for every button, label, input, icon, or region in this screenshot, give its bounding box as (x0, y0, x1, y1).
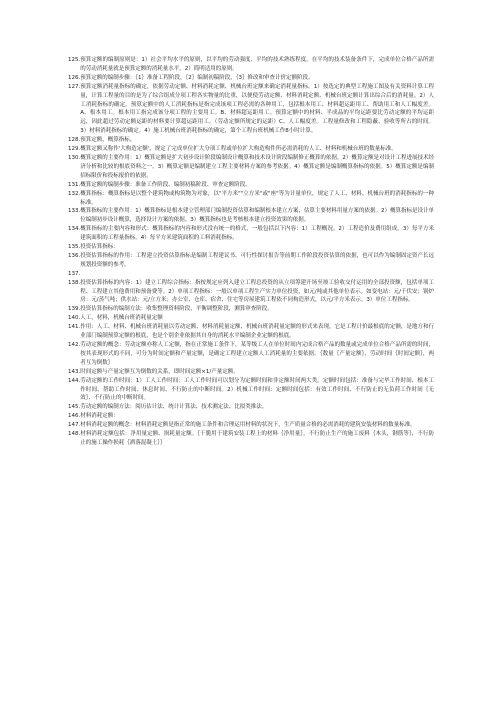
list-item (68, 377, 434, 404)
item-text: 时间定额与产量定额互为倒数的关系，即时间定额×1/产量定额。 (80, 368, 239, 375)
item-number: 135. (68, 244, 81, 251)
item-text: 概算指标的主要作用：1）概算指标是根本建立管理部门编制投资估算和编制根本建立方案，估算主要材料用量方案的依据。2）概算指标是设计单位编制初步设计概算，选择设计方案的依据。3）概算指标也是考核根本建立投资效果的依据。 (80, 208, 434, 224)
list-item (68, 56, 434, 74)
list-item (68, 314, 434, 323)
list-item (68, 225, 434, 243)
item-number: 134. (68, 226, 81, 233)
item-text: 劳动定额的编制方法：阅历估计法、统计计算法、技术测定法、比拟类推法。 (80, 404, 268, 411)
list-item (68, 421, 434, 430)
list-item (68, 145, 434, 154)
list-item (68, 412, 434, 421)
list-item (68, 190, 434, 208)
item-number: 140. (68, 315, 81, 322)
item-number: 129. (68, 146, 81, 153)
item-number: 148. (68, 431, 81, 438)
list-item (68, 430, 434, 448)
item-text: 概算定额又称作'大构造定额'，规定了完成单位扩大分项工程或单位扩大构造构件所必需消耗的人工、材料和机械台班的数量标准。 (80, 146, 397, 153)
item-text: 预算定额的编制步骤：｛1｝准备工程阶段，｛2｝编制初稿阶段，｛3｝修改和审查计价定额阶段。 (80, 74, 314, 81)
list-item (68, 323, 434, 341)
list-item (68, 252, 434, 270)
list-item (68, 154, 434, 181)
list-item (68, 207, 434, 225)
item-text: 劳动定额的工作时间：1）工人工作时间：工人工作时间可以划分为定额时间和非定额时间两大类。定额时间包括：准备与完毕工作时间、根本工作时间、帮助工作时间、休息时间、不行防止的中断时间。2）机械工作时间：定额时间包括：有效工作时间、不行防止的无负荷工作时间｛无效｝、不行防止的中断时间。 (80, 377, 434, 402)
item-number: 127. (68, 83, 81, 90)
item-text: 作用：人工、材料、机械台班消耗量以劳动定额、材料消耗量定额、机械台班消耗量定额的形式来表现，它是工程计价最根底的定额，是地方和行业部门编制预算定额的根底，也是个别企业依据其自身的消耗水平编制企业定额的根底。 (80, 324, 434, 340)
item-number: 137. (68, 270, 81, 277)
item-text: 概算指标的主要内容和形式：概算指标的内容和形式没有统一的格式，一般包括以下内容：1）工程概况。2）工程造价及费用组成。3）每平方米建筑面积的工程量指标。4）每平方米建筑面积的工料消耗指标。 (80, 226, 434, 242)
item-number: 136. (68, 252, 81, 259)
item-number: 145. (68, 404, 81, 411)
list-item (68, 368, 434, 377)
item-number: 138. (68, 279, 81, 286)
item-number: 130. (68, 154, 81, 161)
item-text: 材料消耗定额： (80, 413, 119, 420)
list-item (68, 136, 434, 145)
item-number: 143. (68, 368, 81, 375)
item-number: 142. (68, 342, 81, 348)
item-number: 128. (68, 137, 81, 144)
list-item (68, 341, 434, 368)
list-item (68, 74, 434, 83)
item-number: 141. (68, 324, 81, 331)
item-text: 预算定额，概算指标。 (80, 137, 136, 144)
item-number: 125. (68, 57, 81, 63)
item-text: 预算定额的编制原则是：1）社会平均水平的原则，以平均的劳动强度、平均的技术熟练程度，在平均的技术装备条件下，完成单位合格产品所需的劳动消耗量就是预算定额的消耗量水平。2）简明适用的原则。 (80, 57, 434, 72)
list-item (68, 403, 434, 412)
document-body (68, 56, 434, 448)
item-text: 概算定额的编制步骤：准备工作阶段、编制初稿阶段、审查定额阶段。 (80, 181, 251, 188)
item-text: 投资估算指标的编制方法：收集整理资料阶段，平衡调整阶段，测算审查阶段。 (80, 306, 273, 313)
list-item (68, 305, 434, 314)
item-number: 147. (68, 422, 81, 429)
item-number: 133. (68, 208, 81, 215)
item-text: 投资估算指标： (80, 244, 119, 251)
item-number: 131. (68, 181, 81, 188)
item-text: 概算指标：概算指标是以整个建筑物或构筑物为对象，以"平方米""立方米"或"座"等为计量单位，规定了人工、材料、机械台班的消耗指标的一种标准。 (80, 190, 434, 206)
item-number: 126. (68, 74, 81, 81)
item-number: 144. (68, 377, 81, 384)
item-text: 材料消耗定额包括：净用量定额、损耗量定额。｛干脆用于建筑安装工程上的材料｛净用量｝，不行防止生产的施工废料｛木头，钢筋等｝，不行防止的施工操作损耗｛洒落混凝土｝｝ (80, 431, 434, 446)
item-text: 投资估算指标的内容：1）建立工程综合指标：指按规定应列入建立工程总投资的从立项筹建开场至竣工验收交付运用的全部投资额，包括单项工程、工程建立其他费用和预备费等。2）单项工程指标：一般以单项工程生产实力单位投资，如元/吨或其他单位表示。如变电站：元/千伏安；锅炉房：元/蒸气吨；供水站：元/立方米；办公室、仓库、宿舍、住宅等房屋建筑工程依不同构造形式，以元/平方米表示。3）单位工程指标。 (80, 279, 434, 304)
list-item (68, 270, 434, 279)
list-item (68, 83, 434, 136)
item-text (80, 270, 434, 279)
item-text: 预算定额消耗量指标的确定，依据劳动定额、材料消耗定额、机械台班定额来确定消耗量指标。1）按选定的典型工程施工图及有关资料计算工程量，计算工程量的目的是为了综合组成分项工程各实物量的比重，以便使劳动定额、材料消耗定额、机械台班定额计算出综合后的消耗量。2）人工消耗指标的确定，预算定额中的人工消耗指标是指完成该项工程必需的各种用工，包括根本用工、材料超运距用工、帮助用工和人工幅度差。A、根本用工。根本用工指完成该分项工程的主要用工。B、材料超运距用工。预算定额中的材料、半成品的平均运距要比劳动定额的平均运距远，因此超过劳动定额运距的材料要计算超运距用工。（劳动定额所规定的运距）C、人工幅度差。工程量修改和工程隐蔽、验收等所占的时间。3）材料消耗指标的确定。4）施工机械台班消耗指标的确定，第个工程台班机械工作8小时计算。 (80, 83, 434, 135)
list-item (68, 279, 434, 306)
list-item (68, 243, 434, 252)
item-number: 139. (68, 306, 81, 313)
list-item (68, 181, 434, 190)
item-text: 人工，材料，机械台班消耗量定额 (80, 315, 163, 322)
item-number: 146. (68, 413, 81, 420)
item-number: 132. (68, 190, 81, 197)
item-text: 投资估算指标的作用：工程建立投资估算指标是编制工程建议书、可行性探讨报告等前期工作阶段投资估算的依据，也可以作为编制固定资产长远规划投资额的参考。 (80, 252, 434, 268)
item-text: 材料消耗定额的概念：材料消耗定额是指正常的施工条件和合理运用材料的状况下，生产质量合格的必需消耗的建筑安装材料的数量标准。 (80, 422, 416, 429)
item-text: 概算定额的主要作用：1）概算定额是扩大初步设计阶段编制设计概算和技术设计阶段编制修正概算的依据。2）概算定额是对设计工程进展技术经济分析和比较的根底资料之一。3）概算定额是编制建立工程主要材料方案的参考依据。4）概算定额是编制概算指标的依据。5）概算定额是编制招标限价和投标报价的依据。 (80, 154, 434, 179)
item-text: 劳动定额的概念：劳动定额亦称人工定额，指在正常施工条件下，某等级工人在单位时间内完成合格产品的数量或完成单位合格产品所需的时间，按其表现形式的不同，可分为时间定额和产量定额，是确定工程建立定额人工消耗量的主要依据。｛数量｛产量定额｝，劳动时间｛时间定额｝，两者互为倒数｝ (80, 342, 434, 366)
